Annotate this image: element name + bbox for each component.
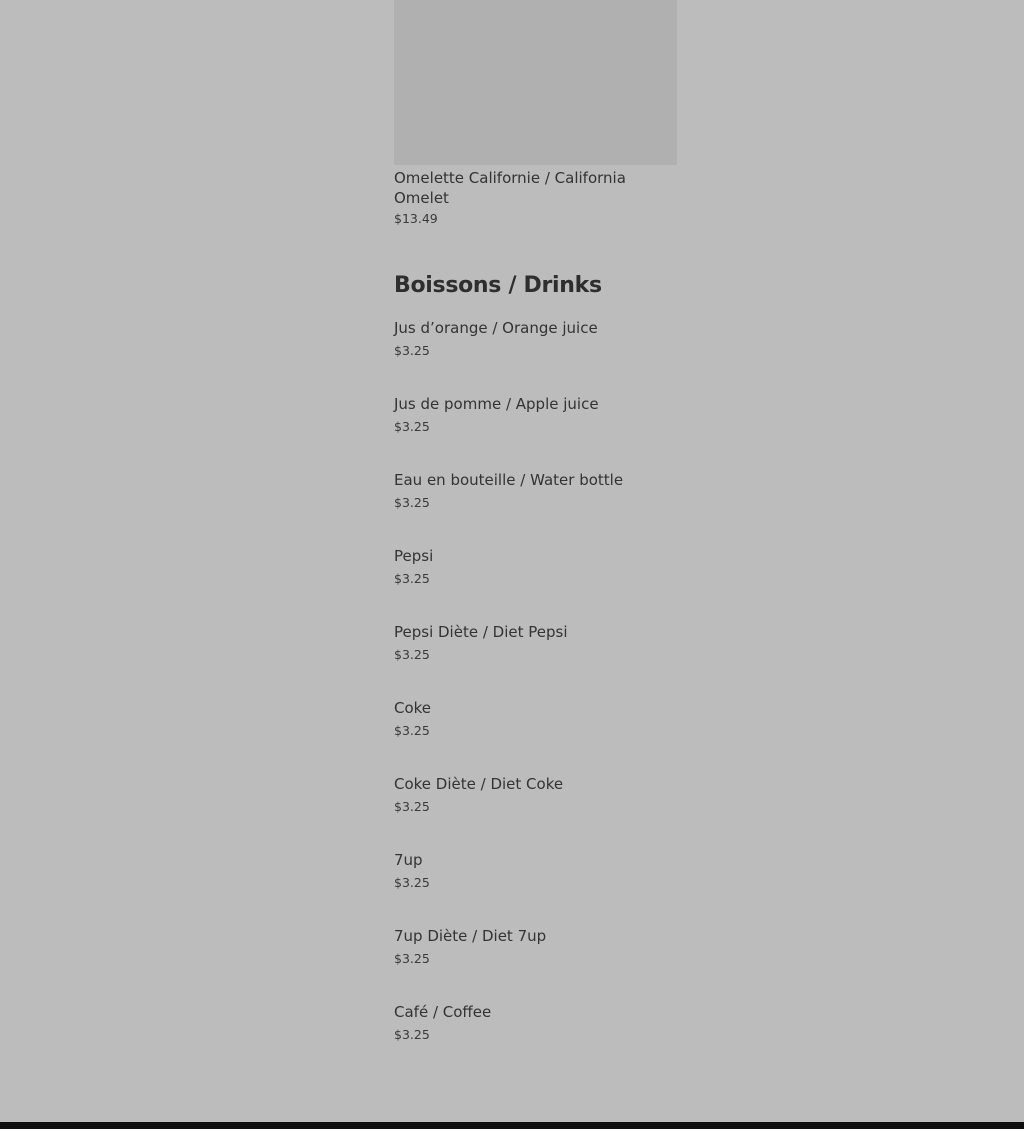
item-title: Café / Coffee bbox=[394, 1003, 492, 1021]
item-title: Eau en bouteille / Water bottle bbox=[394, 471, 624, 489]
footer-bar bbox=[0, 1122, 1024, 1129]
menu-item[interactable] bbox=[394, 394, 677, 470]
item-title: 7up bbox=[394, 851, 423, 869]
menu-item[interactable] bbox=[394, 318, 677, 394]
menu-item[interactable] bbox=[394, 926, 677, 1002]
item-price: $3.25 bbox=[394, 343, 430, 358]
item-price: $3.25 bbox=[394, 1027, 430, 1042]
menu-item[interactable] bbox=[394, 774, 677, 850]
menu-item[interactable] bbox=[394, 698, 677, 774]
item-title: 7up Diète / Diet 7up bbox=[394, 927, 547, 945]
menu-item-california-omelet[interactable] bbox=[394, 0, 677, 227]
menu-item[interactable] bbox=[394, 850, 677, 926]
item-title: Jus de pomme / Apple juice bbox=[394, 395, 599, 413]
item-price: $3.25 bbox=[394, 419, 430, 434]
menu-item[interactable] bbox=[394, 470, 677, 546]
item-price: $3.25 bbox=[394, 875, 430, 890]
item-price: $3.25 bbox=[394, 571, 430, 586]
item-price: $3.25 bbox=[394, 723, 430, 738]
item-title: Pepsi bbox=[394, 547, 434, 565]
item-price: $3.25 bbox=[394, 647, 430, 662]
section-title: Boissons / Drinks bbox=[394, 273, 602, 298]
item-price: $13.49 bbox=[394, 211, 438, 226]
menu-column bbox=[394, 0, 677, 1042]
item-title: Pepsi Diète / Diet Pepsi bbox=[394, 623, 568, 641]
menu-item[interactable] bbox=[394, 622, 677, 698]
item-price: $3.25 bbox=[394, 951, 430, 966]
item-image[interactable] bbox=[394, 0, 677, 165]
item-title: Jus d’orange / Orange juice bbox=[394, 319, 598, 337]
drinks-list bbox=[394, 318, 677, 1078]
item-price: $3.25 bbox=[394, 799, 430, 814]
item-price: $3.25 bbox=[394, 495, 430, 510]
item-title: Coke Diète / Diet Coke bbox=[394, 775, 564, 793]
item-title: Coke bbox=[394, 699, 432, 717]
item-title: Omelette Californie / California Omelet bbox=[394, 169, 626, 207]
menu-item[interactable] bbox=[394, 1002, 677, 1078]
menu-item[interactable] bbox=[394, 546, 677, 622]
